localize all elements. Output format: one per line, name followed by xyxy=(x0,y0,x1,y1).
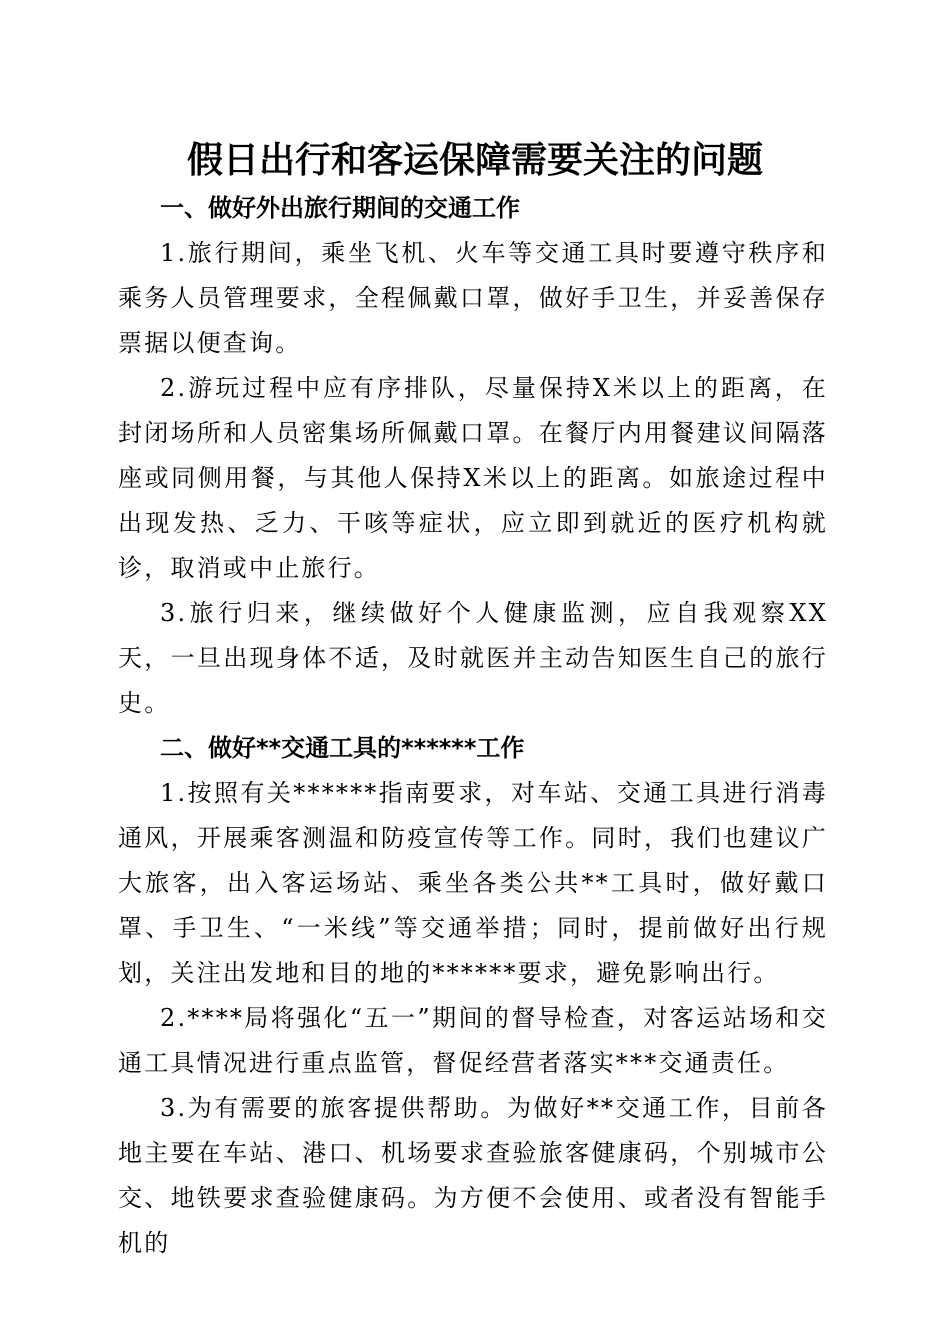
section-heading-2: 二、做好**交通工具的******工作 xyxy=(160,734,525,762)
paragraph: 1.按照有关******指南要求，对车站、交通工具进行消毒通风，开展乘客测温和防疫宣传等工作。同时，我们也建议广大旅客，出入客运场站、乘坐各类公共**工具时，做好戴口罩、手卫生、“一米线”等交通举措；同时，提前做好出行规划，关注出发地和目的地的******要求，避免影响出行。 xyxy=(118,779,828,987)
document-title: 假日出行和客运保障需要关注的问题 xyxy=(186,139,763,181)
paragraph: 2.游玩过程中应有序排队，尽量保持X米以上的距离，在封闭场所和人员密集场所佩戴口罩。在餐厅内用餐建议间隔落座或同侧用餐，与其他人保持X米以上的距离。如旅途过程中出现发热、乏力、干咳等症状，应立即到就近的医疗机构就诊，取消或中止旅行。 xyxy=(118,374,828,582)
paragraph: 1.旅行期间，乘坐飞机、火车等交通工具时要遵守秩序和乘务人员管理要求，全程佩戴口罩，做好手卫生，并妥善保存票据以便查询。 xyxy=(118,239,828,357)
paragraph: 2.****局将强化“五一”期间的督导检查，对客运站场和交通工具情况进行重点监管，督促经营者落实***交通责任。 xyxy=(118,1004,828,1077)
paragraph: 3.为有需要的旅客提供帮助。为做好**交通工作，目前各地主要在车站、港口、机场要求查验旅客健康码，个别城市公交、地铁要求查验健康码。为方便不会使用、或者没有智能手机的 xyxy=(118,1094,828,1257)
section-heading-1: 一、做好外出旅行期间的交通工作 xyxy=(160,194,520,222)
document-body xyxy=(118,186,828,1266)
paragraph: 3.旅行归来，继续做好个人健康监测，应自我观察XX天，一旦出现身体不适，及时就医并主动告知医生自己的旅行史。 xyxy=(118,599,828,717)
